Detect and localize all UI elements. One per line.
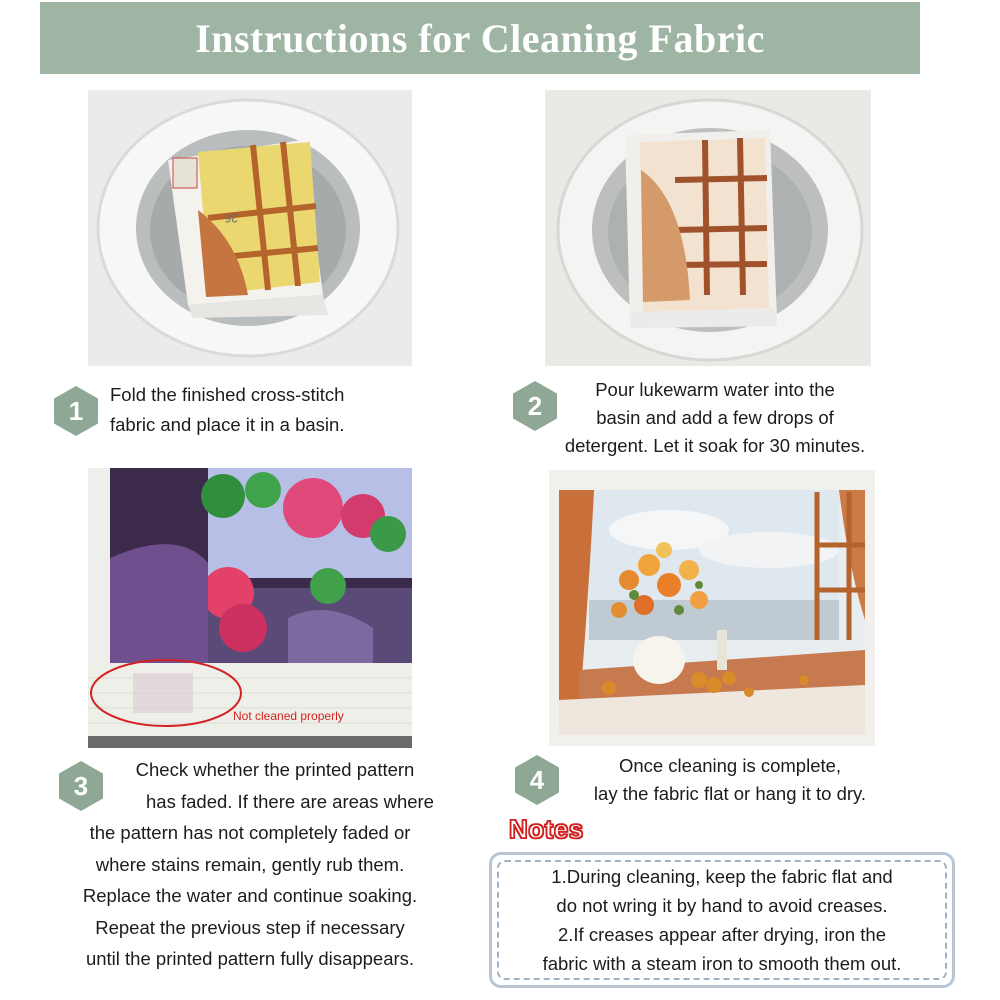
notes-line: fabric with a steam iron to smooth them out. xyxy=(542,953,902,974)
step-3-line: Check whether the printed pattern xyxy=(135,759,415,780)
step-3-line: Repeat the previous step if necessary xyxy=(95,916,405,938)
step-1-badge xyxy=(52,385,100,437)
step-2-line: detergent. Let it soak for 30 minutes. xyxy=(564,435,866,456)
step-4-text xyxy=(560,752,900,808)
step-4-number: 4 xyxy=(529,764,545,795)
step-2-line: Pour lukewarm water into the xyxy=(595,379,835,400)
step-4-line: Once cleaning is complete, xyxy=(618,755,842,776)
photo-annotation: Not cleaned properly xyxy=(233,709,344,723)
step-3-line: Replace the water and continue soaking. xyxy=(82,885,418,906)
step-3-text xyxy=(40,754,460,975)
photo-step-2 xyxy=(545,90,871,366)
notes-line: 1.During cleaning, keep the fabric flat and xyxy=(551,866,893,887)
notes-box xyxy=(489,852,955,988)
photo-step-1 xyxy=(88,90,412,366)
step-2-number: 2 xyxy=(527,390,543,421)
step-1-number: 1 xyxy=(68,395,84,426)
step-3-line: has faded. If there are areas where xyxy=(146,790,434,812)
step-3-line: where stains remain, gently rub them. xyxy=(95,853,405,875)
step-3-number: 3 xyxy=(73,770,89,801)
photo-step-4 xyxy=(549,470,875,746)
notes-title: Notes xyxy=(509,814,584,844)
photo-printed-number: 26 xyxy=(224,211,238,225)
step-3-line: until the printed pattern fully disappears. xyxy=(85,948,415,969)
step-3-line: the pattern has not completely faded or xyxy=(89,822,411,843)
step-4-badge xyxy=(513,754,561,806)
step-2-line: basin and add a few drops of xyxy=(596,407,834,428)
notes-line: do not wring it by hand to avoid creases. xyxy=(556,895,888,916)
notes-content xyxy=(497,860,947,980)
step-2-text xyxy=(540,376,890,460)
title-banner xyxy=(40,2,920,74)
page-title: Instructions for Cleaning Fabric xyxy=(195,15,765,61)
notes-line: 2.If creases appear after drying, iron the xyxy=(557,924,887,945)
step-1-line: Fold the finished cross-stitch xyxy=(110,384,345,405)
step-1-text xyxy=(110,380,344,440)
step-4-line: lay the fabric flat or hang it to dry. xyxy=(593,783,867,804)
photo-step-3 xyxy=(88,468,412,748)
step-1-line: fabric and place it in a basin. xyxy=(110,414,345,435)
